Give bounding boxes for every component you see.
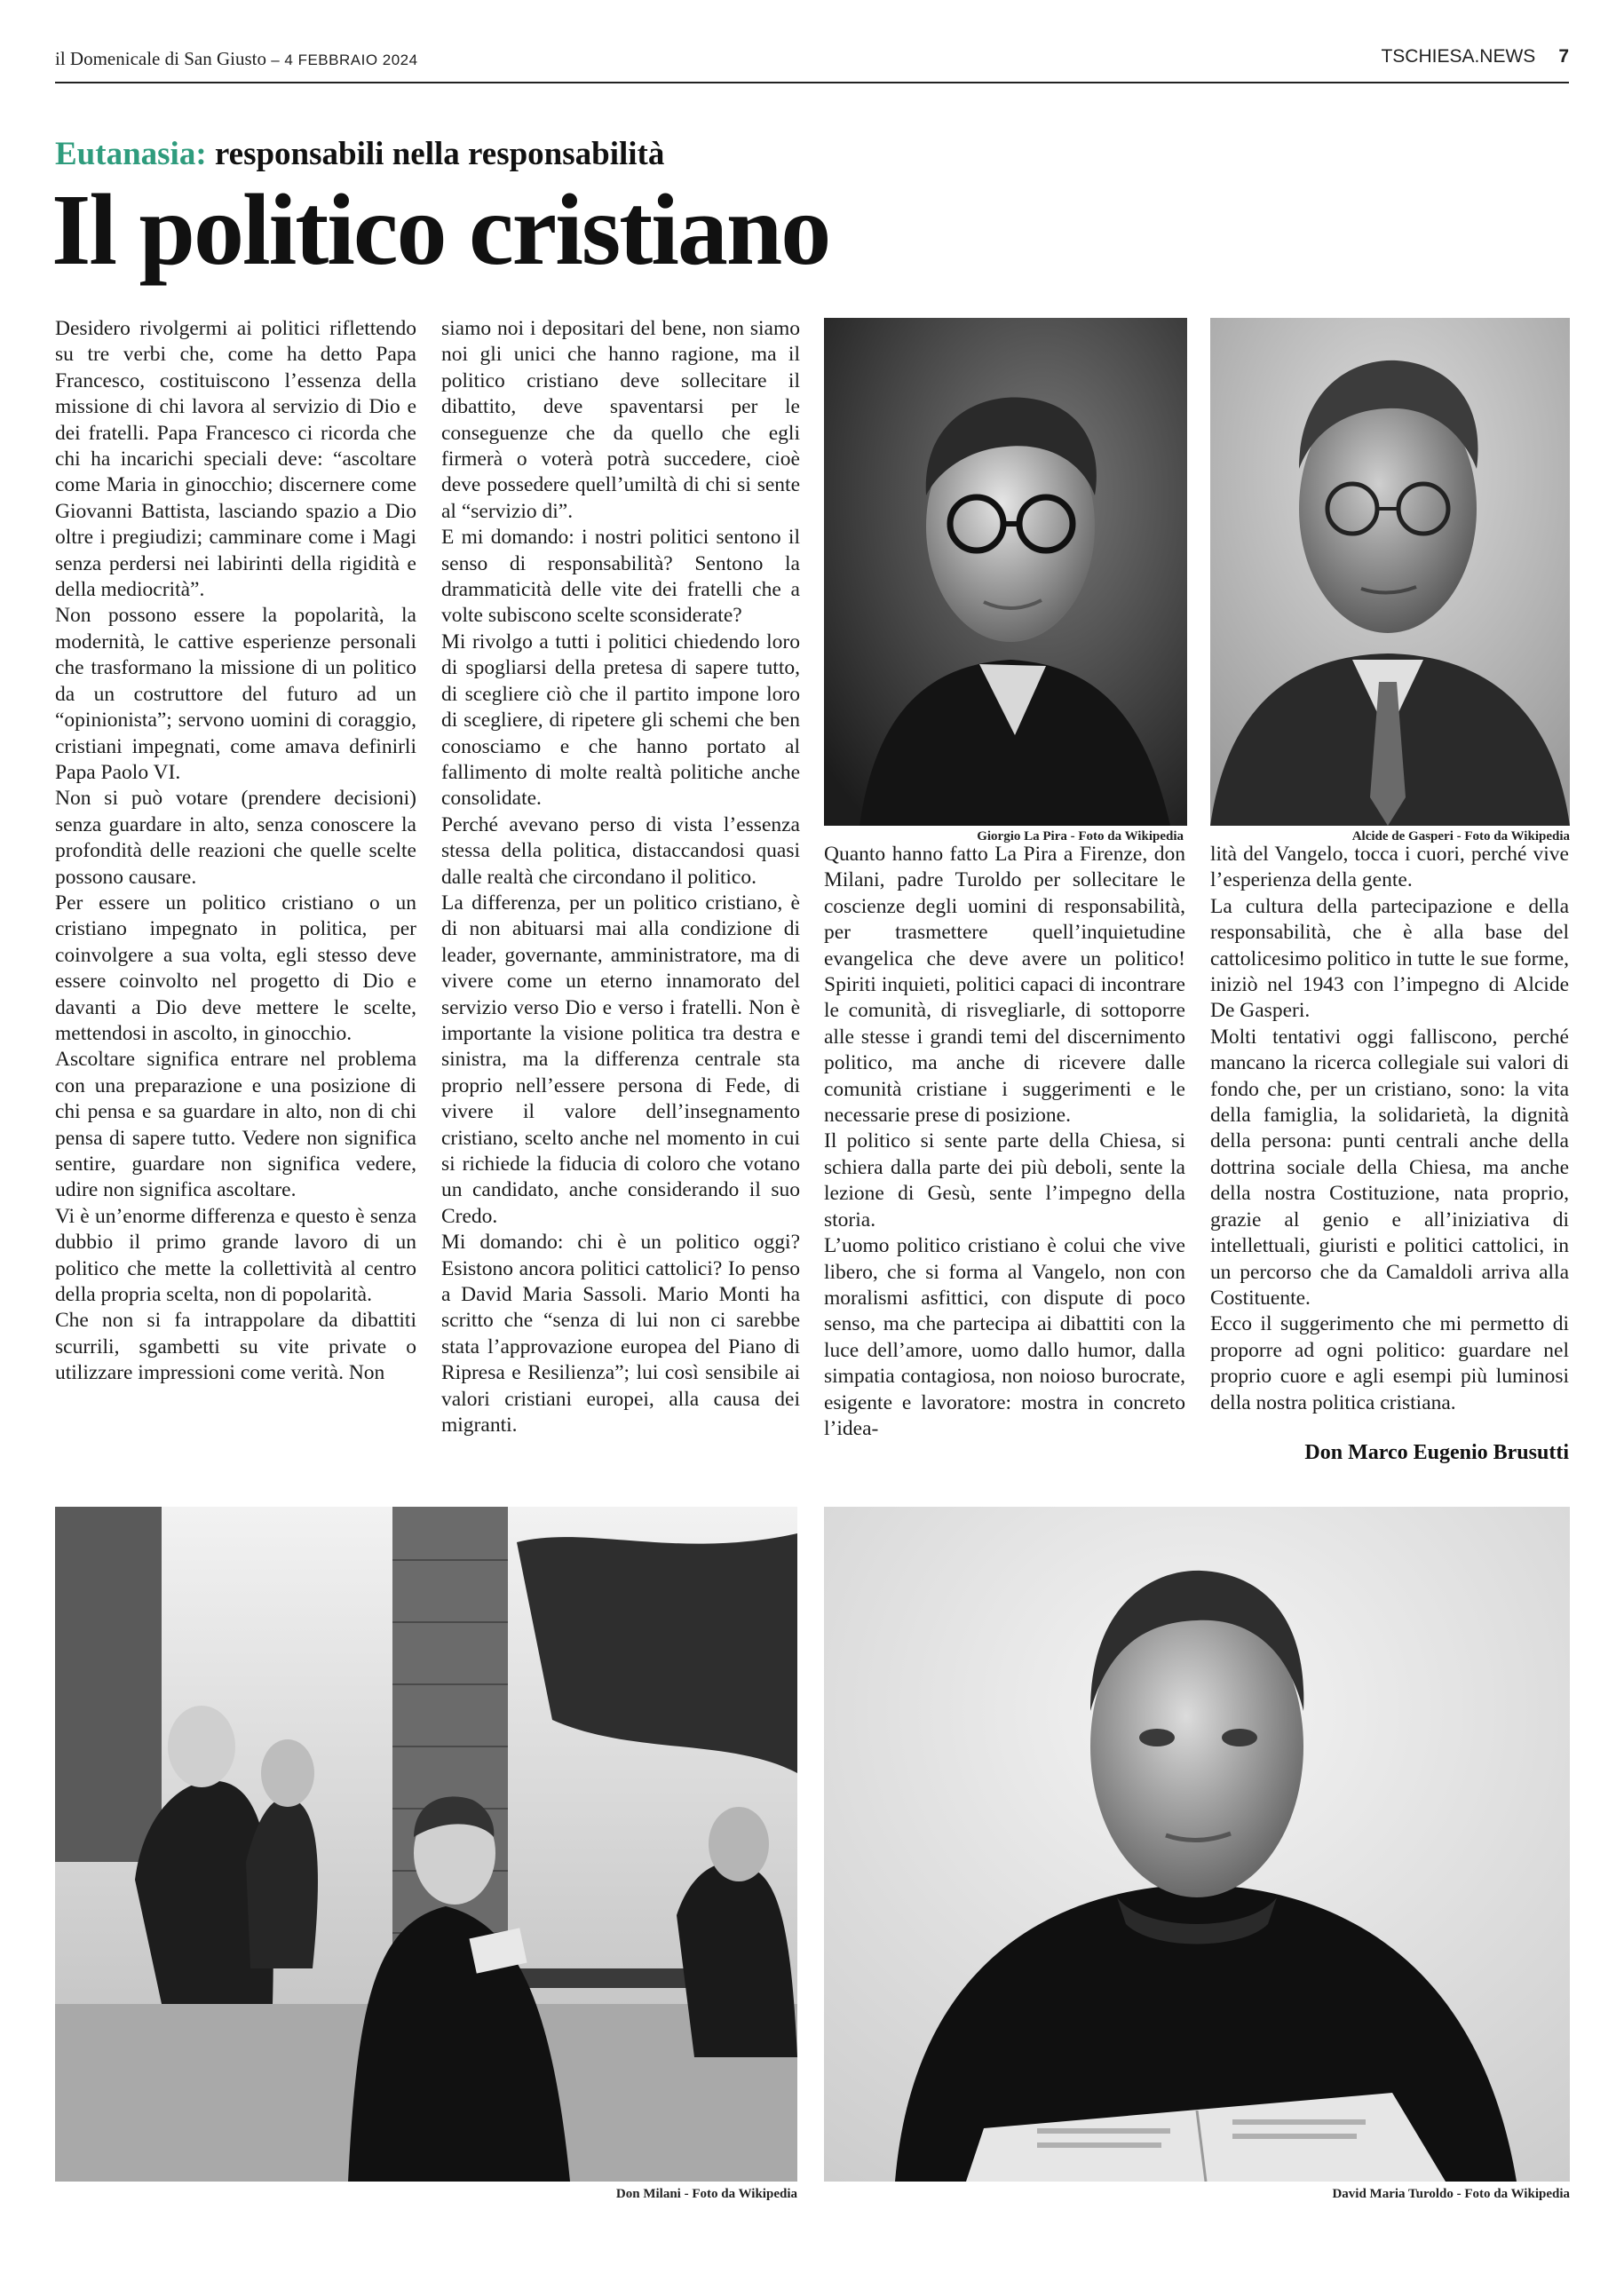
- text-column-4: [1210, 842, 1569, 1416]
- paragraph: lità del Vangelo, tocca i cuori, perché vive l’esperienza della gente.: [1210, 843, 1569, 892]
- author-signature: Don Marco Eugenio Brusutti: [1304, 1441, 1569, 1464]
- article-kicker: [55, 135, 664, 173]
- kicker-text: responsabili nella responsabilità: [206, 136, 665, 172]
- page-number: 7: [1558, 46, 1569, 67]
- header-rule: [55, 82, 1569, 83]
- photo-la-pira: [824, 318, 1187, 826]
- caption-don-milani: Don Milani - Foto da Wikipedia: [615, 2187, 797, 2201]
- paragraph: Molti tentativi oggi falliscono, perché mancano la ricerca collegiale sui valori di fondo che, per un cristiano, sono: la vita della famiglia, la solidarietà, la dignità della persona: punti centrali anche della dottrina sociale della Chiesa, ma anche della nostra Costituzione, nata proprio, grazie al genio e all’iniziativa di intellettuali, giuristi e politici cattolici, in un percorso che da Camaldoli arriva alla Costituente.: [1210, 1025, 1569, 1310]
- caption-de-gasperi: Alcide de Gasperi - Foto da Wikipedia: [1351, 829, 1570, 843]
- text-column-1: [55, 316, 416, 1387]
- paragraph: L’uomo politico cristiano è colui che vive libero, che si forma al Vangelo, non con moralismi asfittici, con dispute di poco senso, ma che partecipa ai dibattiti con la luce dell’amore, uomo dallo humor, dalla simpatia contagiosa, non noioso burocrate, esigente e lavoratore: mostra in concreto l’idea-: [824, 1234, 1185, 1440]
- paragraph: Mi rivolgo a tutti i politici chiedendo loro di spogliarsi della pretesa di sapere tutto, di scegliere ciò che il partito impone loro di scegliere, di ripetere gli schemi che ben conosciamo e che hanno portato al fallimento di molte realtà politiche anche consolidate.: [441, 630, 800, 811]
- paragraph: Non possono essere la popolarità, la modernità, le cattive esperienze personali che trasformano la missione di un politico da un costruttore del futuro ad un “opinionista”; servono uomini di coraggio, cristiani impegnati, come amava definirli Papa Paolo VI.: [55, 604, 416, 784]
- paragraph: Ascoltare significa entrare nel problema con una preparazione e una posizione di chi pensa e sa guardare in alto, non di chi pensa di sapere tutto. Vedere non significa sentire, guardare non significa vedere, udire non significa ascoltare.: [55, 1048, 416, 1202]
- text-column-3: [824, 842, 1185, 1442]
- paragraph: Per essere un politico cristiano o un cristiano impegnato in politica, per coinvolgere a sua volta, egli stesso deve essere coinvolto nel progetto di Dio e davanti a Dio deve mettere le scelte, mettendosi in ascolto, in ginocchio.: [55, 891, 416, 1045]
- paragraph: siamo noi i depositari del bene, non siamo noi gli unici che hanno ragione, ma il politico cristiano deve sollecitare il dibattito, deve spaventarsi per le conseguenze che da quello che egli firmerà o voterà potrà succedere, cioè deve possedere quell’umiltà di chi si sente al “servizio di”.: [441, 317, 800, 523]
- paragraph: Mi domando: chi è un politico oggi? Esistono ancora politici cattolici? Io penso a David Maria Sassoli. Mario Monti ha scritto che “senza di lui non ci sarebbe stata l’approvazione europea del Piano di Ripresa e Resilienza”; lui così sensibile ai valori cristiani europei, alla causa dei migranti.: [441, 1231, 800, 1437]
- paragraph: Perché avevano perso di vista l’essenza stessa della politica, distaccandosi quasi dalle realtà che circondano il politico.: [441, 812, 800, 889]
- caption-turoldo: David Maria Turoldo - Foto da Wikipedia: [1332, 2187, 1570, 2201]
- paragraph: Quanto hanno fatto La Pira a Firenze, don Milani, padre Turoldo per sollecitare le coscienze degli uomini di responsabilità, per trasmettere quell’inquietudine evangelica che deve avere un politico! Spiriti inquieti, politici capaci di incontrare le comunità, di risvegliarle, di sottoporre alle stesse i grandi temi del discernimento politico, ma anche di ricevere dalle comunità cristiane i suggerimenti e le necessarie prese di posizione.: [824, 843, 1185, 1128]
- paragraph: E mi domando: i nostri politici sentono il senso di responsabilità? Sentono la drammaticità delle vite dei fratelli che a volte subiscono scelte sconsiderate?: [441, 526, 800, 628]
- article-title: Il politico cristiano: [51, 173, 830, 286]
- text-column-2: [441, 316, 800, 1438]
- photo-de-gasperi: [1210, 318, 1570, 826]
- paragraph: La cultura della partecipazione e della responsabilità, che è alla base del cattolicesimo politico in tutte le sue forme, iniziò nel 1943 con l’impegno di Alcide De Gasperi.: [1210, 894, 1569, 1023]
- running-header: [55, 48, 418, 70]
- paragraph: Vi è un’enorme differenza e questo è senza dubbio il primo grande lavoro di un politico che mette la collettività al centro della propria scelta, non di popolarità.: [55, 1204, 416, 1307]
- article-category: Eutanasia:: [55, 136, 207, 172]
- photo-don-milani: [55, 1507, 797, 2182]
- publication-name: il Domenicale di San Giusto: [55, 48, 266, 69]
- paragraph: Il politico si sente parte della Chiesa, si schiera dalla parte dei più deboli, sente la lezione di Gesù, sente l’impegno della storia.: [824, 1129, 1185, 1232]
- header-right: [1381, 46, 1569, 67]
- paragraph: Non si può votare (prendere decisioni) senza guardare in alto, senza conoscere la profondità delle reazioni che quelle scelte possono causare.: [55, 787, 416, 889]
- site-name: TSCHIESA.NEWS: [1381, 46, 1536, 67]
- caption-la-pira: Giorgio La Pira - Foto da Wikipedia: [977, 829, 1184, 843]
- issue-date: – 4 FEBBRAIO 2024: [271, 51, 418, 68]
- paragraph: Desidero rivolgermi ai politici riflettendo su tre verbi che, come ha detto Papa Francesco, costituiscono l’essenza della missione di chi lavora al servizio di Dio e dei fratelli. Papa Francesco ci ricorda che chi ha incarichi speciali deve: “ascoltare come Maria in ginocchio; discernere come Giovanni Battista, lasciando spazio a Dio oltre i pregiudizi; camminare come i Magi senza perdersi nei labirinti della rigidità e della mediocrità”.: [55, 317, 416, 602]
- paragraph: La differenza, per un politico cristiano, è di non abituarsi mai alla condizione di leader, governante, amministratore, ma di vivere come un eterno innamorato del servizio verso Dio e verso i fratelli. Non è importante la visione politica tra destra e sinistra, ma la differenza centrale sta proprio nell’essere persona di Fede, di vivere il valore dell’insegnamento cristiano, scelto anche nel momento in cui si richiede la fiducia di coloro che votano un candidato, anche considerando il suo Credo.: [441, 891, 800, 1228]
- paragraph: Ecco il suggerimento che mi permetto di proporre ad ogni politico: guardare nel proprio cuore e agli esempi più luminosi della nostra politica cristiana.: [1210, 1312, 1569, 1414]
- paragraph: Che non si fa intrappolare da dibattiti scurrili, sgambetti su vite private o utilizzare impressioni come verità. Non: [55, 1309, 416, 1385]
- photo-turoldo: [824, 1507, 1570, 2182]
